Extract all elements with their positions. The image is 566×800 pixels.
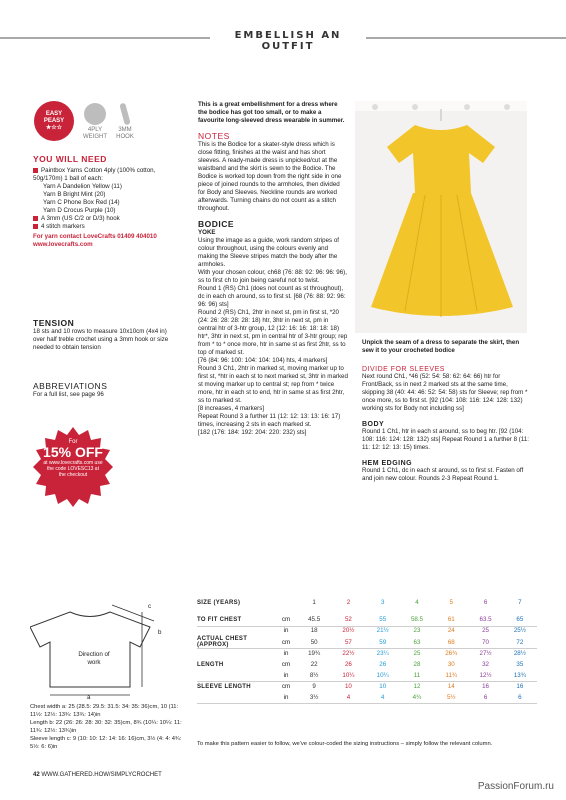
tension-text: 18 sts and 10 rows to measure 10x10cm (4x4 in) over half treble crochet using a 3mm hook or size needed to obtain tension xyxy=(33,328,169,351)
sleeve-length: Sleeve length c: 9 (10: 10: 12: 14: 16: 16)cm, 3½ (4: 4: 4¾: 5½: 6: 6)in xyxy=(30,736,182,750)
table-cell: 10 xyxy=(379,683,387,690)
table-cell: cm xyxy=(281,616,291,623)
diagram-label-a: a xyxy=(87,694,91,701)
table-cell: 58.5 xyxy=(410,616,423,623)
size-table xyxy=(197,597,537,703)
table-header-cell: 5 xyxy=(449,599,453,606)
hem-title: HEM EDGING xyxy=(362,460,413,467)
table-cell: 28 xyxy=(413,661,421,668)
table-cell: 32 xyxy=(482,661,489,668)
table-cell: 63 xyxy=(413,638,421,646)
offer-amount: 15% OFF xyxy=(43,444,103,460)
table-cell: 65 xyxy=(516,616,524,623)
table-cell: 14 xyxy=(447,683,455,690)
intro-text: This is a great embellishment for a dress where the bodice has got too small, or to make a favourite long-sleeved dress wearable in summer. xyxy=(198,101,345,124)
table-cell: SLEEVE LENGTH xyxy=(197,683,251,690)
page-number: 42 xyxy=(33,772,40,778)
you-will-need xyxy=(33,154,173,249)
yarn-contact: For yarn contact LoveCrafts 01409 404010 www.lovecrafts.com xyxy=(33,233,157,248)
offer-badge xyxy=(33,427,113,507)
body-title: BODY xyxy=(362,421,385,428)
hem-text: Round 1 Ch1, dc in each st around, ss to first st. Fasten off and join new colour. Rounds 2-3 Repeat Round 1. xyxy=(362,467,524,482)
table-cell: 55 xyxy=(379,616,387,623)
table-cell: in xyxy=(283,627,289,634)
header-rule-right xyxy=(366,37,566,39)
dress-photo xyxy=(355,101,527,333)
table-cell xyxy=(197,692,275,703)
need-item-7: 4 stitch markers xyxy=(33,223,173,231)
table-cell: 21½ xyxy=(376,627,389,634)
abbreviations-text: For a full list, see page 96 xyxy=(33,391,104,398)
table-cell: ACTUAL CHEST (APPROX) xyxy=(197,636,248,648)
bodice-p7: [8 increases, 4 markers] xyxy=(198,405,265,412)
table-header-cell: 6 xyxy=(483,599,488,606)
you-will-need-title: YOU WILL NEED xyxy=(33,154,107,164)
header-rule-left xyxy=(0,37,210,39)
table-cell: 70 xyxy=(482,638,489,646)
hook-size-label: 3MM HOOK xyxy=(116,127,134,140)
table-row xyxy=(197,636,537,648)
right-column xyxy=(362,366,530,483)
bodice-title: BODICE xyxy=(198,219,235,229)
table-cell: 68 xyxy=(447,638,455,646)
table-divider xyxy=(197,626,537,627)
table-divider xyxy=(197,703,537,704)
table-cell: 10¼ xyxy=(376,672,389,679)
table-cell: cm xyxy=(281,661,291,668)
crochet-hook-icon xyxy=(119,103,130,126)
photo-caption: Unpick the seam of a dress to separate the skirt, then sew it to your crocheted bodice xyxy=(362,339,520,354)
divide-title: DIVIDE FOR SLEEVES xyxy=(362,366,445,373)
table-cell: 26 xyxy=(379,661,387,668)
dress-illustration xyxy=(355,101,527,333)
badge-line1: EASY xyxy=(45,111,63,117)
table-row xyxy=(197,659,537,670)
chest-width: Chest width a: 25 (28.5: 29.5: 31.5: 34: 35: 36)cm, 10 (11: 11½: 12½: 13¾: 13¾: 14)in xyxy=(30,704,179,718)
table-cell: 57 xyxy=(344,638,352,646)
table-cell: 23¼ xyxy=(376,650,389,657)
table-cell: 24 xyxy=(447,627,455,634)
table-cell: 10 xyxy=(344,683,352,690)
offer-for: For xyxy=(68,439,78,445)
table-cell: 12 xyxy=(413,683,421,690)
table-cell: 63.5 xyxy=(479,616,492,623)
table-cell: 22 xyxy=(310,661,318,668)
table-cell: cm xyxy=(281,683,291,690)
need-item-5: Yarn D Crocus Purple (10) xyxy=(43,207,116,214)
table-cell: 18 xyxy=(310,627,318,634)
footer xyxy=(33,771,162,779)
table-row xyxy=(197,670,537,681)
table-cell: 25½ xyxy=(513,627,526,634)
table-divider xyxy=(197,681,537,682)
need-item-3: Yarn B Bright Mint (20) xyxy=(43,191,106,198)
table-cell: 4¾ xyxy=(412,694,422,701)
table-note: To make this pattern easier to follow, we've colour-coded the sizing instructions – simply follow the relevant column. xyxy=(197,741,493,747)
need-item-1: Paintbox Yarns Cotton 4ply (100% cotton, 50g/170m) 1 ball of each: xyxy=(33,167,156,182)
bodice-p1: Using the image as a guide, work random stripes of colour throughout, using the colours evenly and making the Sleeve stripes match the body after the armholes. xyxy=(198,237,340,268)
page-title: EMBELLISH AN OUTFIT xyxy=(212,30,364,52)
body-text: Round 1 Ch1, htr in each st around, ss to beg htr. [92 (104: 108: 116: 124: 128: 132) sts] Repeat Round 1 a further 8 (11: 11: 12: 12: 13: 15) times. xyxy=(362,428,529,451)
table-cell: 13¾ xyxy=(513,672,526,679)
table-cell: 27½ xyxy=(479,650,492,657)
table-header-cell: SIZE (YEARS) xyxy=(197,599,241,606)
table-cell xyxy=(197,670,275,681)
bodice-p4: Round 2 (RS) Ch1, 2htr in next st, pm in first st, *20 (24: 26: 28: 28: 28: 18) htr, 3htr in next st, pm in central htr of 3-htr group, 12 (12: 16: 16: 18: 18: 18) htr*, 3htr in next st, pm in central htr of 3-htr group; rep from * to * once more, htr in same st as first 2htr, ss to top of marked st. xyxy=(198,309,348,356)
table-header-cell: 4 xyxy=(415,599,419,606)
table-cell: 5½ xyxy=(446,694,456,701)
watermark: PassionForum.ru xyxy=(477,781,554,792)
need-item-6: A 3mm (US C/2 or D/3) hook xyxy=(33,215,173,223)
divide-text: Next round Ch1, *46 (52: 54: 58: 62: 64: 66) htr for Front/Back, ss in next 2 marked sts at the same time, skipping 38 (40: 44: 46: 52: 54: 58) sts for Sleeve; rep from * once more, ss to first st. [92 (104: 108: 116: 124: 128: 132) working sts for Body not including ss] xyxy=(362,373,528,412)
table-cell: 26 xyxy=(344,661,352,668)
table-header-cell: 7 xyxy=(518,599,522,606)
table-cell: TO FIT CHEST xyxy=(197,616,242,623)
table-cell: 50 xyxy=(310,638,318,646)
table-cell: 6 xyxy=(518,694,522,701)
table-cell: 16 xyxy=(516,683,524,690)
table-cell: 11¾ xyxy=(445,672,458,679)
table-cell: 59 xyxy=(379,638,387,646)
yarn-ball-icon xyxy=(84,103,106,125)
notes-text: This is the Bodice for a skater-style dress which is close fitting, finishes at the waist and has short sleeves. A ready-made dress is unpicked/cut at the waistband and the skirt is sewn to the Bodice. The Bodice is worked top down from the right side in one piece of joined rounds to the armholes, then divided for Body and Sleeves. Neckline rounds are worked afterwards. Turning chains do not count as a stitch throughout. xyxy=(198,141,342,212)
sizing-diagram xyxy=(30,597,180,702)
table-cell: 45.5 xyxy=(308,616,321,623)
table-cell: LENGTH xyxy=(197,661,224,668)
table-cell: in xyxy=(283,650,289,657)
table-cell: 72 xyxy=(516,638,524,646)
table-cell: 11 xyxy=(413,672,421,679)
notes-title: NOTES xyxy=(198,131,230,141)
table-header-cell xyxy=(275,597,297,608)
table-cell: 25 xyxy=(413,650,421,657)
badge-stars: ★☆☆ xyxy=(45,125,63,131)
table-cell: 19¾ xyxy=(308,650,321,657)
need-item-4: Yarn C Phone Box Red (14) xyxy=(43,199,120,206)
abbreviations-title: ABBREVIATIONS xyxy=(33,381,108,391)
tension xyxy=(33,318,173,352)
diagram-direction: Direction of work xyxy=(78,651,110,666)
table-cell: 30 xyxy=(447,661,455,668)
table-cell: in xyxy=(283,672,289,679)
table-divider xyxy=(197,648,537,649)
length: Length b: 22 (26: 26: 28: 30: 32: 35)cm, 8¾ (10¼: 10¼: 11: 11¾: 12½: 13¾)in xyxy=(30,720,182,734)
table-header-cell: 2 xyxy=(346,599,351,606)
table-cell: 61 xyxy=(447,616,455,623)
middle-column xyxy=(198,101,348,437)
measurements xyxy=(30,703,190,751)
table-cell: 3½ xyxy=(309,694,319,701)
table-cell: 23 xyxy=(413,627,421,634)
yarn-weight-label: 4PLY WEIGHT xyxy=(83,127,107,140)
table-header-cell: 1 xyxy=(312,599,316,606)
diagram-label-c: c xyxy=(148,603,152,610)
table-row xyxy=(197,681,537,692)
bodice-p9: [182 (176: 184: 192: 204: 220: 232) sts] xyxy=(198,429,307,436)
table-cell: 25 xyxy=(482,627,489,634)
table-row xyxy=(197,692,537,703)
tension-title: TENSION xyxy=(33,318,75,328)
bodice-p5: [76 (84: 96: 100: 104: 104: 104) hts, 4 markers] xyxy=(198,357,328,364)
tshirt-schematic xyxy=(30,597,180,702)
bodice-p3: Round 1 (RS) Ch1 (does not count as st throughout), dc in each ch around, ss to first st. [68 (76: 88: 92: 96: 96: 96) sts] xyxy=(198,285,346,308)
table-cell xyxy=(197,648,275,659)
table-cell: 4 xyxy=(346,694,351,701)
table-header-row xyxy=(197,597,537,608)
bodice-p6: Round 3 Ch1, 2htr in marked st, moving marker up to first st, *htr in each st to next marked st, 3htr in marked st moving marker up to central st; rep from * twice more, htr in each st to end, htr in same st as first 2htr, ss to marked st. xyxy=(198,365,348,404)
difficulty-badge xyxy=(34,101,74,141)
table-cell: 26¾ xyxy=(445,650,458,657)
table-cell: 20½ xyxy=(342,627,355,634)
badge-line2: PEASY xyxy=(43,118,65,124)
need-item-2: Yarn A Dandelion Yellow (11) xyxy=(43,183,122,190)
table-cell: 10¼ xyxy=(342,672,355,679)
table-row xyxy=(197,648,537,659)
abbreviations xyxy=(33,381,173,399)
table-cell: cm xyxy=(281,638,291,646)
table-header-cell: 3 xyxy=(380,599,385,606)
table-cell: 35 xyxy=(516,661,524,668)
table-cell: 52 xyxy=(344,616,352,623)
yoke-title: YOKE xyxy=(198,229,216,236)
table-row xyxy=(197,614,537,625)
table-cell: 28½ xyxy=(513,650,526,657)
footer-site: WWW.GATHERED.HOW/SIMPLYCROCHET xyxy=(41,772,162,778)
table-cell: 22½ xyxy=(342,650,355,657)
table-cell: 12½ xyxy=(479,672,492,679)
diagram-label-b: b xyxy=(158,629,162,636)
table-cell: in xyxy=(283,694,289,701)
table-cell: 4 xyxy=(380,694,385,701)
bodice-p2: With your chosen colour, ch68 (76: 88: 92: 96: 96: 96), ss to first ch to join being careful not to twist. xyxy=(198,269,347,284)
table-cell: 9 xyxy=(312,683,316,690)
table-cell: 6 xyxy=(483,694,488,701)
table-cell: 8½ xyxy=(309,672,319,679)
offer-text: at www.lovecrafts.com use the code LOVESC13 at the checkout xyxy=(43,460,103,478)
header xyxy=(0,30,566,52)
table-cell: 16 xyxy=(482,683,489,690)
bodice-p8: Repeat Round 3 a further 11 (12: 12: 13: 13: 16: 17) times, increasing 2 sts in each marked st. xyxy=(198,413,341,428)
